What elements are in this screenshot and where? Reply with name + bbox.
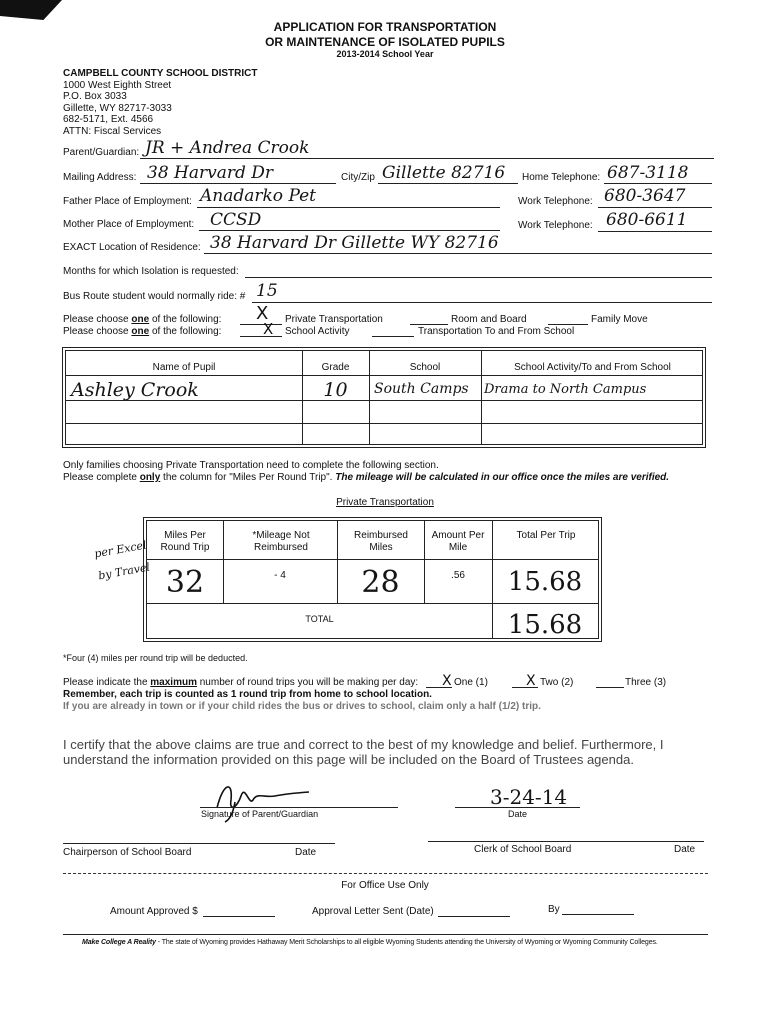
notice-line2c: The mileage will be calculated in our office once the miles are verified. — [335, 472, 670, 483]
pt-header-amount: Amount Per Mile — [431, 530, 485, 553]
footer-bold: Make College A Reality — [82, 939, 156, 946]
tofrom-blank — [372, 336, 414, 337]
bus-label: Bus Route student would normally ride: # — [63, 291, 246, 302]
trip-one-option: One (1) — [454, 677, 488, 688]
pt-amount-value: .56 — [451, 570, 465, 581]
activity-option: School Activity — [285, 326, 350, 337]
father-work-tel-value[interactable]: 680-3647 — [604, 186, 686, 206]
notice-line2 — [63, 472, 669, 483]
trip-three-option: Three (3) — [625, 677, 667, 688]
father-line — [197, 207, 500, 208]
activity-x-mark[interactable]: X — [263, 320, 274, 338]
pupil-header-school: School — [409, 362, 441, 373]
mother-line — [199, 230, 500, 231]
parent-value[interactable]: JR + Andrea Crook — [145, 138, 310, 158]
pt-row-divider — [147, 603, 598, 604]
mailing-value[interactable]: 38 Harvard Dr — [147, 163, 274, 183]
certify-line2: understand the information provided on this page will be included on the Board of Trustees agenda. — [63, 752, 634, 767]
pt-col-divider — [223, 521, 224, 603]
private-transport-title: Private Transportation — [336, 497, 434, 508]
mailing-label: Mailing Address: — [63, 172, 137, 183]
pt-not-reimbursed-value: - 4 — [274, 570, 286, 581]
office-dashed-line — [63, 873, 708, 874]
trip-three-blank — [596, 687, 624, 688]
district-phone: 682-5171, Ext. 4566 — [63, 114, 154, 125]
pt-row-divider — [147, 559, 598, 560]
pupil-header-name: Name of Pupil — [152, 362, 216, 373]
pt-grand-total-value[interactable]: 15.68 — [507, 610, 583, 640]
certify-line1: I certify that the above claims are true and correct to the best of my knowledge and belief. Furthermore, I — [63, 737, 664, 752]
district-address2: P.O. Box 3033 — [63, 91, 127, 102]
amount-approved-line — [203, 916, 275, 917]
choose-text-2: Please choose — [63, 326, 129, 337]
private-x-mark[interactable]: X — [256, 303, 269, 324]
father-label: Father Place of Employment: — [63, 196, 192, 207]
footer-rule — [63, 934, 708, 935]
choose-of: of the following: — [151, 314, 222, 325]
pupil-table — [62, 347, 706, 448]
choose-one-2: one — [131, 326, 150, 337]
trips-in-town: If you are already in town or if your child rides the bus or drives to school, claim only a half (1/2) trip. — [63, 701, 541, 712]
cityzip-label: City/Zip — [341, 172, 375, 183]
notice-only: only — [139, 472, 161, 483]
trip-two-option: Two (2) — [540, 677, 574, 688]
home-tel-label: Home Telephone: — [522, 172, 601, 183]
room-option: Room and Board — [451, 314, 527, 325]
choose-line-1 — [63, 314, 221, 325]
months-line — [245, 277, 712, 278]
pupil-row-divider — [66, 375, 702, 376]
mother-value[interactable]: CCSD — [210, 210, 262, 230]
choose-text: Please choose — [63, 314, 129, 325]
trips-line — [63, 677, 418, 688]
bus-value[interactable]: 15 — [256, 281, 278, 301]
mother-work-tel-label: Work Telephone: — [518, 220, 593, 231]
pupil-activity-cell[interactable]: Drama to North Campus — [484, 382, 647, 397]
mother-work-tel-line — [598, 231, 712, 232]
pt-header-total: Total Per Trip — [516, 530, 576, 541]
private-blank — [240, 324, 282, 325]
footer-note — [82, 939, 658, 946]
sig-date-label: Date — [508, 809, 528, 819]
pt-reimbursed-value[interactable]: 28 — [361, 565, 400, 600]
form-title-line2: OR MAINTENANCE OF ISOLATED PUPILS — [265, 35, 505, 49]
amount-approved-label: Amount Approved $ — [110, 906, 198, 917]
district-address1: 1000 West Eighth Street — [63, 79, 172, 91]
choose-one: one — [131, 314, 150, 325]
pupil-school-cell[interactable]: South Camps — [374, 381, 469, 397]
deduction-footnote: *Four (4) miles per round trip will be deducted. — [63, 653, 248, 663]
school-year: 2013-2014 School Year — [336, 49, 434, 59]
clerk-label: Clerk of School Board — [474, 844, 572, 855]
footer-text: - The state of Wyoming provides Hathaway Merit Scholarships to all eligible Wyoming Students attending the University of Wyoming or Wyoming Community Colleges. — [155, 939, 658, 946]
district-block — [63, 68, 257, 137]
months-label: Months for which Isolation is requested: — [63, 266, 239, 277]
approval-letter-label: Approval Letter Sent (Date) — [312, 906, 434, 917]
approval-letter-line — [438, 916, 510, 917]
home-tel-line — [604, 183, 712, 184]
private-option: Private Transportation — [285, 314, 383, 325]
choose-of-2: of the following: — [151, 326, 222, 337]
pupil-header-activity: School Activity/To and From School — [514, 362, 671, 373]
father-work-tel-line — [598, 207, 712, 208]
office-title: For Office Use Only — [341, 880, 429, 891]
trips-remember: Remember, each trip is counted as 1 round trip from home to school location. — [63, 689, 432, 700]
room-blank — [410, 324, 448, 325]
trips-maximum: maximum — [150, 677, 197, 688]
notice-line2a: Please complete — [63, 472, 140, 483]
parent-label: Parent/Guardian: — [63, 147, 140, 158]
pt-total-label: TOTAL — [305, 614, 334, 624]
pt-header-miles: Miles Per Round Trip — [160, 530, 210, 553]
pt-total-value[interactable]: 15.68 — [507, 567, 583, 597]
family-option: Family Move — [591, 314, 648, 325]
by-line — [562, 914, 634, 915]
by-label: By — [548, 904, 560, 915]
location-value[interactable]: 38 Harvard Dr Gillette WY 82716 — [210, 233, 499, 253]
mailing-line — [140, 183, 336, 184]
pt-miles-value[interactable]: 32 — [165, 565, 205, 600]
margin-note-2: by Travel — [97, 560, 151, 583]
form-title-line1: APPLICATION FOR TRANSPORTATION — [273, 20, 497, 34]
father-work-tel-label: Work Telephone: — [518, 196, 593, 207]
pupil-row-divider — [66, 423, 702, 424]
mother-label: Mother Place of Employment: — [63, 219, 195, 230]
parent-line — [140, 158, 714, 159]
district-name: CAMPBELL COUNTY SCHOOL DISTRICT — [63, 68, 258, 79]
chair-label: Chairperson of School Board — [63, 847, 192, 858]
pupil-name-cell[interactable]: Ashley Crook — [71, 379, 199, 401]
scan-corner-mark — [0, 0, 62, 20]
activity-blank — [240, 336, 282, 337]
bus-line — [252, 302, 712, 303]
trips-text-a: Please indicate the — [63, 677, 151, 688]
pt-col-divider — [424, 521, 425, 603]
location-label: EXACT Location of Residence: — [63, 242, 201, 253]
chair-date-label: Date — [295, 847, 317, 858]
pupil-header-grade: Grade — [321, 362, 350, 373]
trip-two-x-mark[interactable]: X — [526, 673, 536, 689]
parent-signature-line — [200, 807, 398, 808]
cityzip-line — [378, 183, 518, 184]
notice-line2b: the column for "Miles Per Round Trip". — [160, 472, 336, 483]
notice-line1: Only families choosing Private Transportation need to complete the following section. — [63, 460, 439, 471]
tofrom-option: Transportation To and From School — [418, 326, 575, 337]
family-blank — [548, 324, 588, 325]
choose-line-2 — [63, 326, 221, 337]
pupil-grade-cell[interactable]: 10 — [323, 379, 348, 401]
location-line — [204, 253, 712, 254]
father-value[interactable]: Anadarko Pet — [200, 186, 317, 206]
pt-header-not-reimbursed: *Mileage Not Reimbursed — [252, 530, 310, 553]
parent-signature-label: Signature of Parent/Guardian — [201, 809, 319, 819]
chair-line — [63, 843, 335, 844]
trip-one-x-mark[interactable]: X — [442, 673, 452, 689]
trips-text-b: number of round trips you will be making per day: — [196, 677, 419, 688]
pt-header-reimbursed: Reimbursed Miles — [354, 530, 408, 553]
cityzip-value[interactable]: Gillette 82716 — [382, 163, 506, 183]
mother-work-tel-value[interactable]: 680-6611 — [606, 210, 688, 230]
district-attn: ATTN: Fiscal Services — [63, 125, 162, 137]
clerk-line — [428, 841, 704, 842]
margin-note-1: per Excel — [93, 538, 148, 561]
district-address3: Gillette, WY 82717-3033 — [63, 102, 172, 114]
home-tel-value[interactable]: 687-3118 — [607, 163, 689, 183]
private-transport-table — [143, 517, 602, 642]
sig-date-value[interactable]: 3-24-14 — [490, 785, 568, 809]
clerk-date-label: Date — [674, 844, 696, 855]
